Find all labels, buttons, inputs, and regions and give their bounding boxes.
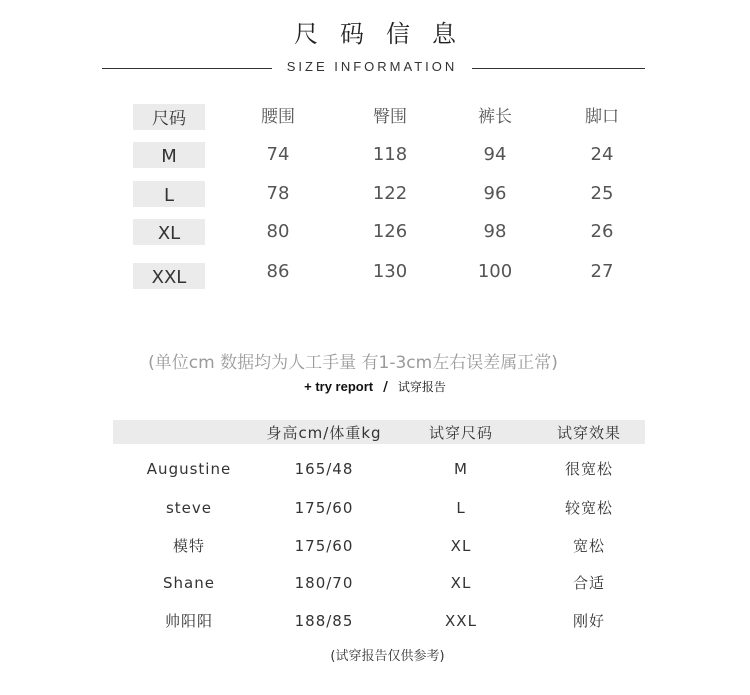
tester-fit: 较宽松 [564,499,613,517]
size-cell: 26 [590,221,614,242]
size-cell: 80 [266,221,290,242]
size-cell: 27 [590,261,614,282]
size-header-hip: 臀围 [373,107,407,127]
size-cell: 25 [590,183,614,204]
page-title: 尺码信息 [294,20,478,48]
title-rule-left [102,68,272,69]
size-cell: 74 [266,144,290,165]
tester-measure: 188/85 [294,612,354,630]
size-cell: 122 [372,183,408,204]
size-cell: 78 [266,183,290,204]
size-cell: 118 [372,144,408,165]
tester-size: L [456,499,466,517]
size-cell: 98 [483,221,507,242]
title-rule-right [472,68,645,69]
size-header-waist: 腰围 [261,107,295,127]
tester-name: Augustine [146,460,232,478]
size-header-hem: 脚口 [585,107,619,127]
tester-name: Shane [163,574,215,592]
tester-measure: 175/60 [294,537,354,555]
try-header-size: 试穿尺码 [428,424,493,442]
page-subtitle: SIZE INFORMATION [286,59,458,74]
try-header-height-weight: 身高cm/体重kg [266,424,382,442]
size-cell: 94 [483,144,507,165]
tester-name: 模特 [172,537,205,555]
tester-name: steve [165,499,213,517]
tester-size: XL [450,574,472,592]
size-label-m: M [133,142,205,168]
size-cell: 100 [477,261,513,282]
size-header-size: 尺码 [133,104,205,130]
size-cell: 86 [266,261,290,282]
try-report-separator: / [383,380,388,395]
tester-size: XL [450,537,472,555]
size-header-length: 裤长 [478,107,512,127]
size-label-xl: XL [133,219,205,245]
tester-size: XXL [445,612,477,630]
unit-note: (单位cm 数据均为人工手量 有1-3cm左右误差属正常) [148,353,558,373]
try-report-cn: 试穿报告 [397,380,446,394]
size-label-l: L [133,181,205,207]
tester-measure: 180/70 [294,574,354,592]
size-cell: 96 [483,183,507,204]
tester-measure: 175/60 [294,499,354,517]
tester-fit: 宽松 [572,537,605,555]
try-report-en: + try report [304,379,374,394]
tester-name: 帅阳阳 [164,612,213,630]
footnote: (试穿报告仅供参考) [330,649,445,664]
size-cell: 126 [372,221,408,242]
size-cell: 130 [372,261,408,282]
tester-fit: 刚好 [572,612,605,630]
tester-fit: 很宽松 [564,460,613,478]
try-header-effect: 试穿效果 [556,424,621,442]
tester-fit: 合适 [572,574,605,592]
tester-measure: 165/48 [294,460,354,478]
tester-size: M [454,460,468,478]
size-cell: 24 [590,144,614,165]
size-label-xxl: XXL [133,263,205,289]
try-report-heading [0,378,750,395]
